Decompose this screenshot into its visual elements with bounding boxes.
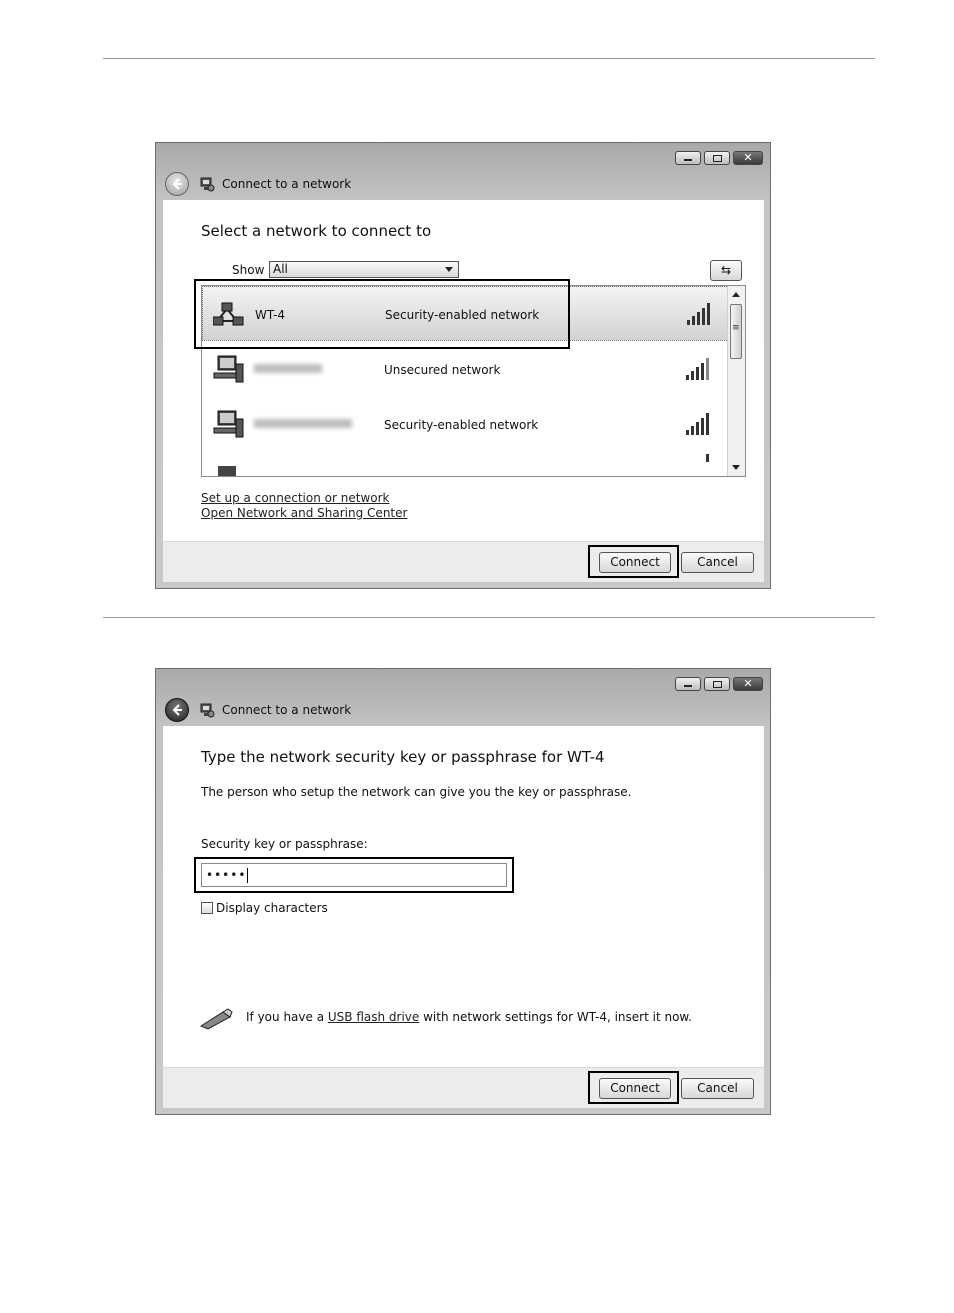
show-filter-select[interactable] (269, 261, 459, 278)
usb-drive-icon (199, 1008, 233, 1030)
back-button[interactable] (165, 172, 189, 196)
highlight-key-input (194, 857, 514, 893)
page-title: Type the network security key or passphrase for WT-4 (201, 748, 605, 766)
network-security: Security-enabled network (385, 308, 540, 322)
network-sharing-center-link[interactable]: Open Network and Sharing Center (201, 506, 408, 520)
usb-flash-drive-link[interactable]: USB flash drive (327, 1010, 420, 1024)
close-icon: ✕ (743, 677, 753, 690)
computer-network-icon (212, 354, 246, 384)
show-label: Show (232, 263, 265, 277)
refresh-button[interactable] (710, 260, 742, 281)
caption-buttons (675, 677, 763, 691)
highlight-connect-button (588, 545, 679, 578)
highlight-wt4-row (194, 279, 570, 349)
display-characters-label[interactable]: Display characters (216, 901, 328, 915)
back-arrow-icon (169, 176, 185, 192)
display-characters-checkbox[interactable] (201, 902, 213, 914)
security-key-label: Security key or passphrase: (201, 837, 368, 851)
scroll-down-icon[interactable] (732, 465, 740, 470)
obscured-network-name (254, 364, 322, 373)
connect-button[interactable]: Connect (599, 1078, 671, 1099)
network-row-unsecured[interactable] (202, 342, 729, 397)
window-title: Connect to a network (222, 177, 352, 191)
minimize-button[interactable] (675, 151, 701, 165)
key-hint-text: The person who setup the network can give you the key or passphrase. (201, 785, 632, 799)
scroll-up-icon[interactable] (732, 292, 740, 297)
usb-message (246, 1010, 692, 1024)
close-button[interactable] (733, 677, 763, 691)
connect-button[interactable]: Connect (599, 552, 671, 573)
top-divider (103, 58, 875, 59)
network-security: Security-enabled network (384, 418, 539, 432)
show-filter-value: All (273, 262, 288, 276)
signal-strength-icon (687, 302, 717, 326)
setup-connection-link[interactable]: Set up a connection or network (201, 491, 390, 505)
highlight-connect-button (588, 1071, 679, 1104)
back-button[interactable] (165, 698, 189, 722)
page-title: Select a network to connect to (201, 222, 432, 240)
network-wizard-icon (199, 176, 215, 192)
cancel-button[interactable]: Cancel (681, 1078, 754, 1099)
network-row-partial[interactable] (202, 452, 729, 477)
network-row-secured[interactable] (202, 397, 729, 452)
scroll-thumb[interactable] (730, 304, 742, 359)
network-wizard-icon (199, 702, 215, 718)
computer-network-icon (212, 409, 246, 439)
signal-strength-icon (686, 412, 716, 436)
maximize-button[interactable] (704, 151, 730, 165)
minimize-button[interactable] (675, 677, 701, 691)
close-icon: ✕ (743, 151, 753, 164)
usb-message-suffix: with network settings for WT-4, insert it now. (419, 1010, 692, 1024)
network-name: WT-4 (255, 308, 286, 322)
window-title: Connect to a network (222, 703, 352, 717)
close-button[interactable] (733, 151, 763, 165)
network-security: Unsecured network (384, 363, 501, 377)
middle-divider (103, 617, 875, 618)
computer-network-icon (212, 464, 246, 477)
chevron-down-icon (445, 267, 453, 272)
back-arrow-icon (169, 702, 185, 718)
signal-strength-icon (686, 452, 716, 462)
refresh-icon: ⇆ (720, 263, 732, 277)
signal-strength-icon (686, 357, 716, 381)
list-scrollbar[interactable] (727, 286, 745, 476)
caption-buttons (675, 151, 763, 165)
usb-message-prefix: If you have a (246, 1010, 328, 1024)
maximize-button[interactable] (704, 677, 730, 691)
cancel-button[interactable]: Cancel (681, 552, 754, 573)
security-key-value: ••••• (206, 868, 247, 882)
obscured-network-name (254, 419, 352, 428)
